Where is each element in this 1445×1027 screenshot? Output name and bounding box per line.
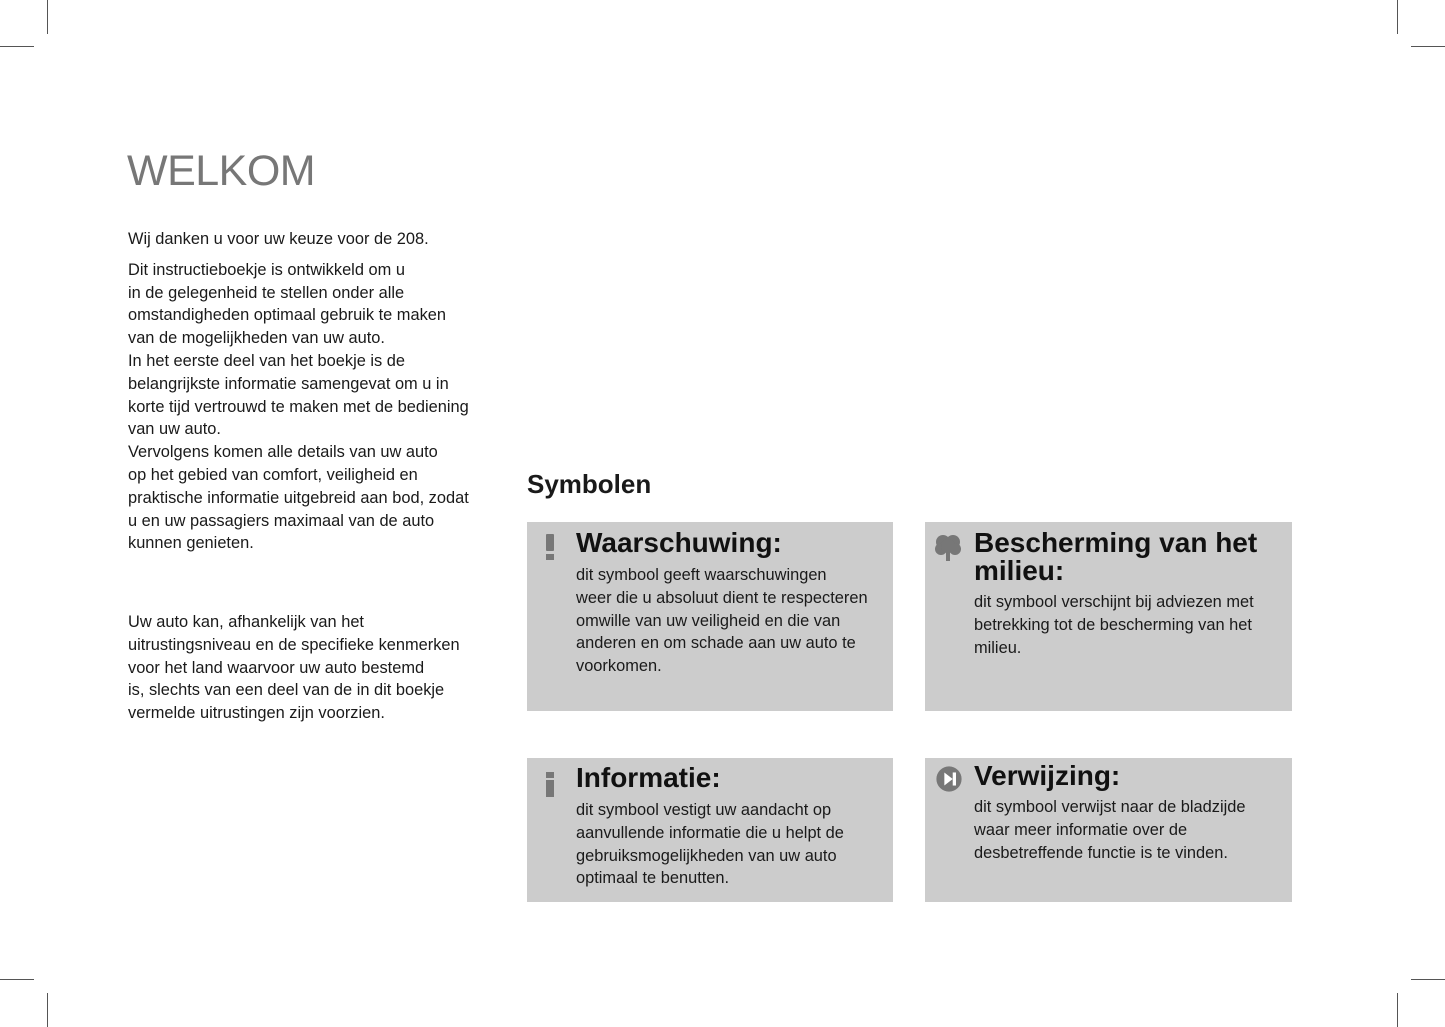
crop-mark [47,993,48,1027]
warning-line: anderen en om schade aan uw auto te [576,634,856,653]
reference-line: desbetreffende functie is te vinden. [974,843,1228,862]
intro-line: Dit instructieboekje is ontwikkeld om u [128,260,405,279]
intro-line: van de mogelijkheden van uw auto. [128,329,385,348]
reference-description [974,796,1246,864]
crop-mark [1411,979,1445,980]
intro-line: In het eerste deel van het boekje is de [128,351,406,370]
intro-line: korte tijd vertrouwd te maken met de bediening [128,397,469,416]
warning-title: Waarschuwing: [576,527,782,558]
environment-symbol-box [925,522,1292,711]
exclamation-icon [535,532,565,562]
intro-line: Vervolgens komen alle details van uw auto [128,443,438,462]
intro-line: in de gelegenheid te stellen onder alle [128,283,405,302]
intro-line: belangrijkste informatie samengevat om u in [128,374,449,393]
information-description [576,799,844,890]
reference-symbol-box [925,758,1292,902]
warning-description [576,564,868,678]
environment-title-line: milieu: [974,555,1065,586]
environment-title [974,529,1257,585]
information-line: optimaal te benutten. [576,869,730,888]
reference-line: dit symbool verwijst naar de bladzijde [974,798,1246,816]
warning-line: omwille van uw veiligheid en die van [576,611,841,630]
reference-line: waar meer informatie over de [974,820,1188,839]
reference-title: Verwijzing: [974,760,1121,791]
intro-paragraph [128,259,498,555]
information-title: Informatie: [576,762,721,793]
page-title: WELKOM [127,147,316,195]
crop-mark [1397,993,1398,1027]
information-line: dit symbool vestigt uw aandacht op [576,801,832,819]
equipment-line: uitrustingsniveau en de specifieke kenmerken [128,635,460,654]
information-line: aanvullende informatie die u helpt de [576,823,844,842]
equipment-note [128,611,498,725]
environment-title-line: Bescherming van het [974,527,1258,558]
crop-mark [0,46,34,47]
equipment-line: is, slechts van een deel van de in dit boekje [128,681,445,700]
warning-line: dit symbool geeft waarschuwingen [576,566,827,584]
environment-line: dit symbool verschijnt bij adviezen met [974,593,1254,611]
skip-forward-icon [935,765,963,793]
crop-mark [1411,46,1445,47]
tree-icon [933,532,963,562]
intro-text [128,228,498,555]
equipment-line: vermelde uitrustingen zijn voorzien. [128,704,385,723]
crop-mark [1397,0,1398,34]
symbols-heading: Symbolen [527,469,652,499]
information-line: gebruiksmogelijkheden van uw auto [576,846,837,865]
intro-line: praktische informatie uitgebreid aan bod, zodat [128,488,469,507]
equipment-line: Uw auto kan, afhankelijk van het [128,613,364,631]
environment-line: betrekking tot de bescherming van het [974,615,1252,634]
warning-symbol-box [527,522,893,711]
crop-mark [0,979,34,980]
intro-line: van uw auto. [128,420,221,439]
crop-mark [47,0,48,34]
intro-line: u en uw passagiers maximaal van de auto [128,511,435,530]
warning-line: weer die u absoluut dient te respecteren [576,588,868,607]
intro-line: omstandigheden optimaal gebruik te maken [128,306,446,325]
equipment-line: voor het land waarvoor uw auto bestemd [128,658,425,677]
info-icon [535,768,565,798]
warning-line: voorkomen. [576,657,662,676]
intro-line: kunnen genieten. [128,534,254,553]
intro-first-paragraph: Wij danken u voor uw keuze voor de 208. [128,230,429,248]
environment-description [974,591,1254,659]
environment-line: milieu. [974,638,1022,657]
information-symbol-box [527,758,893,902]
intro-line: op het gebied van comfort, veiligheid en [128,465,418,484]
